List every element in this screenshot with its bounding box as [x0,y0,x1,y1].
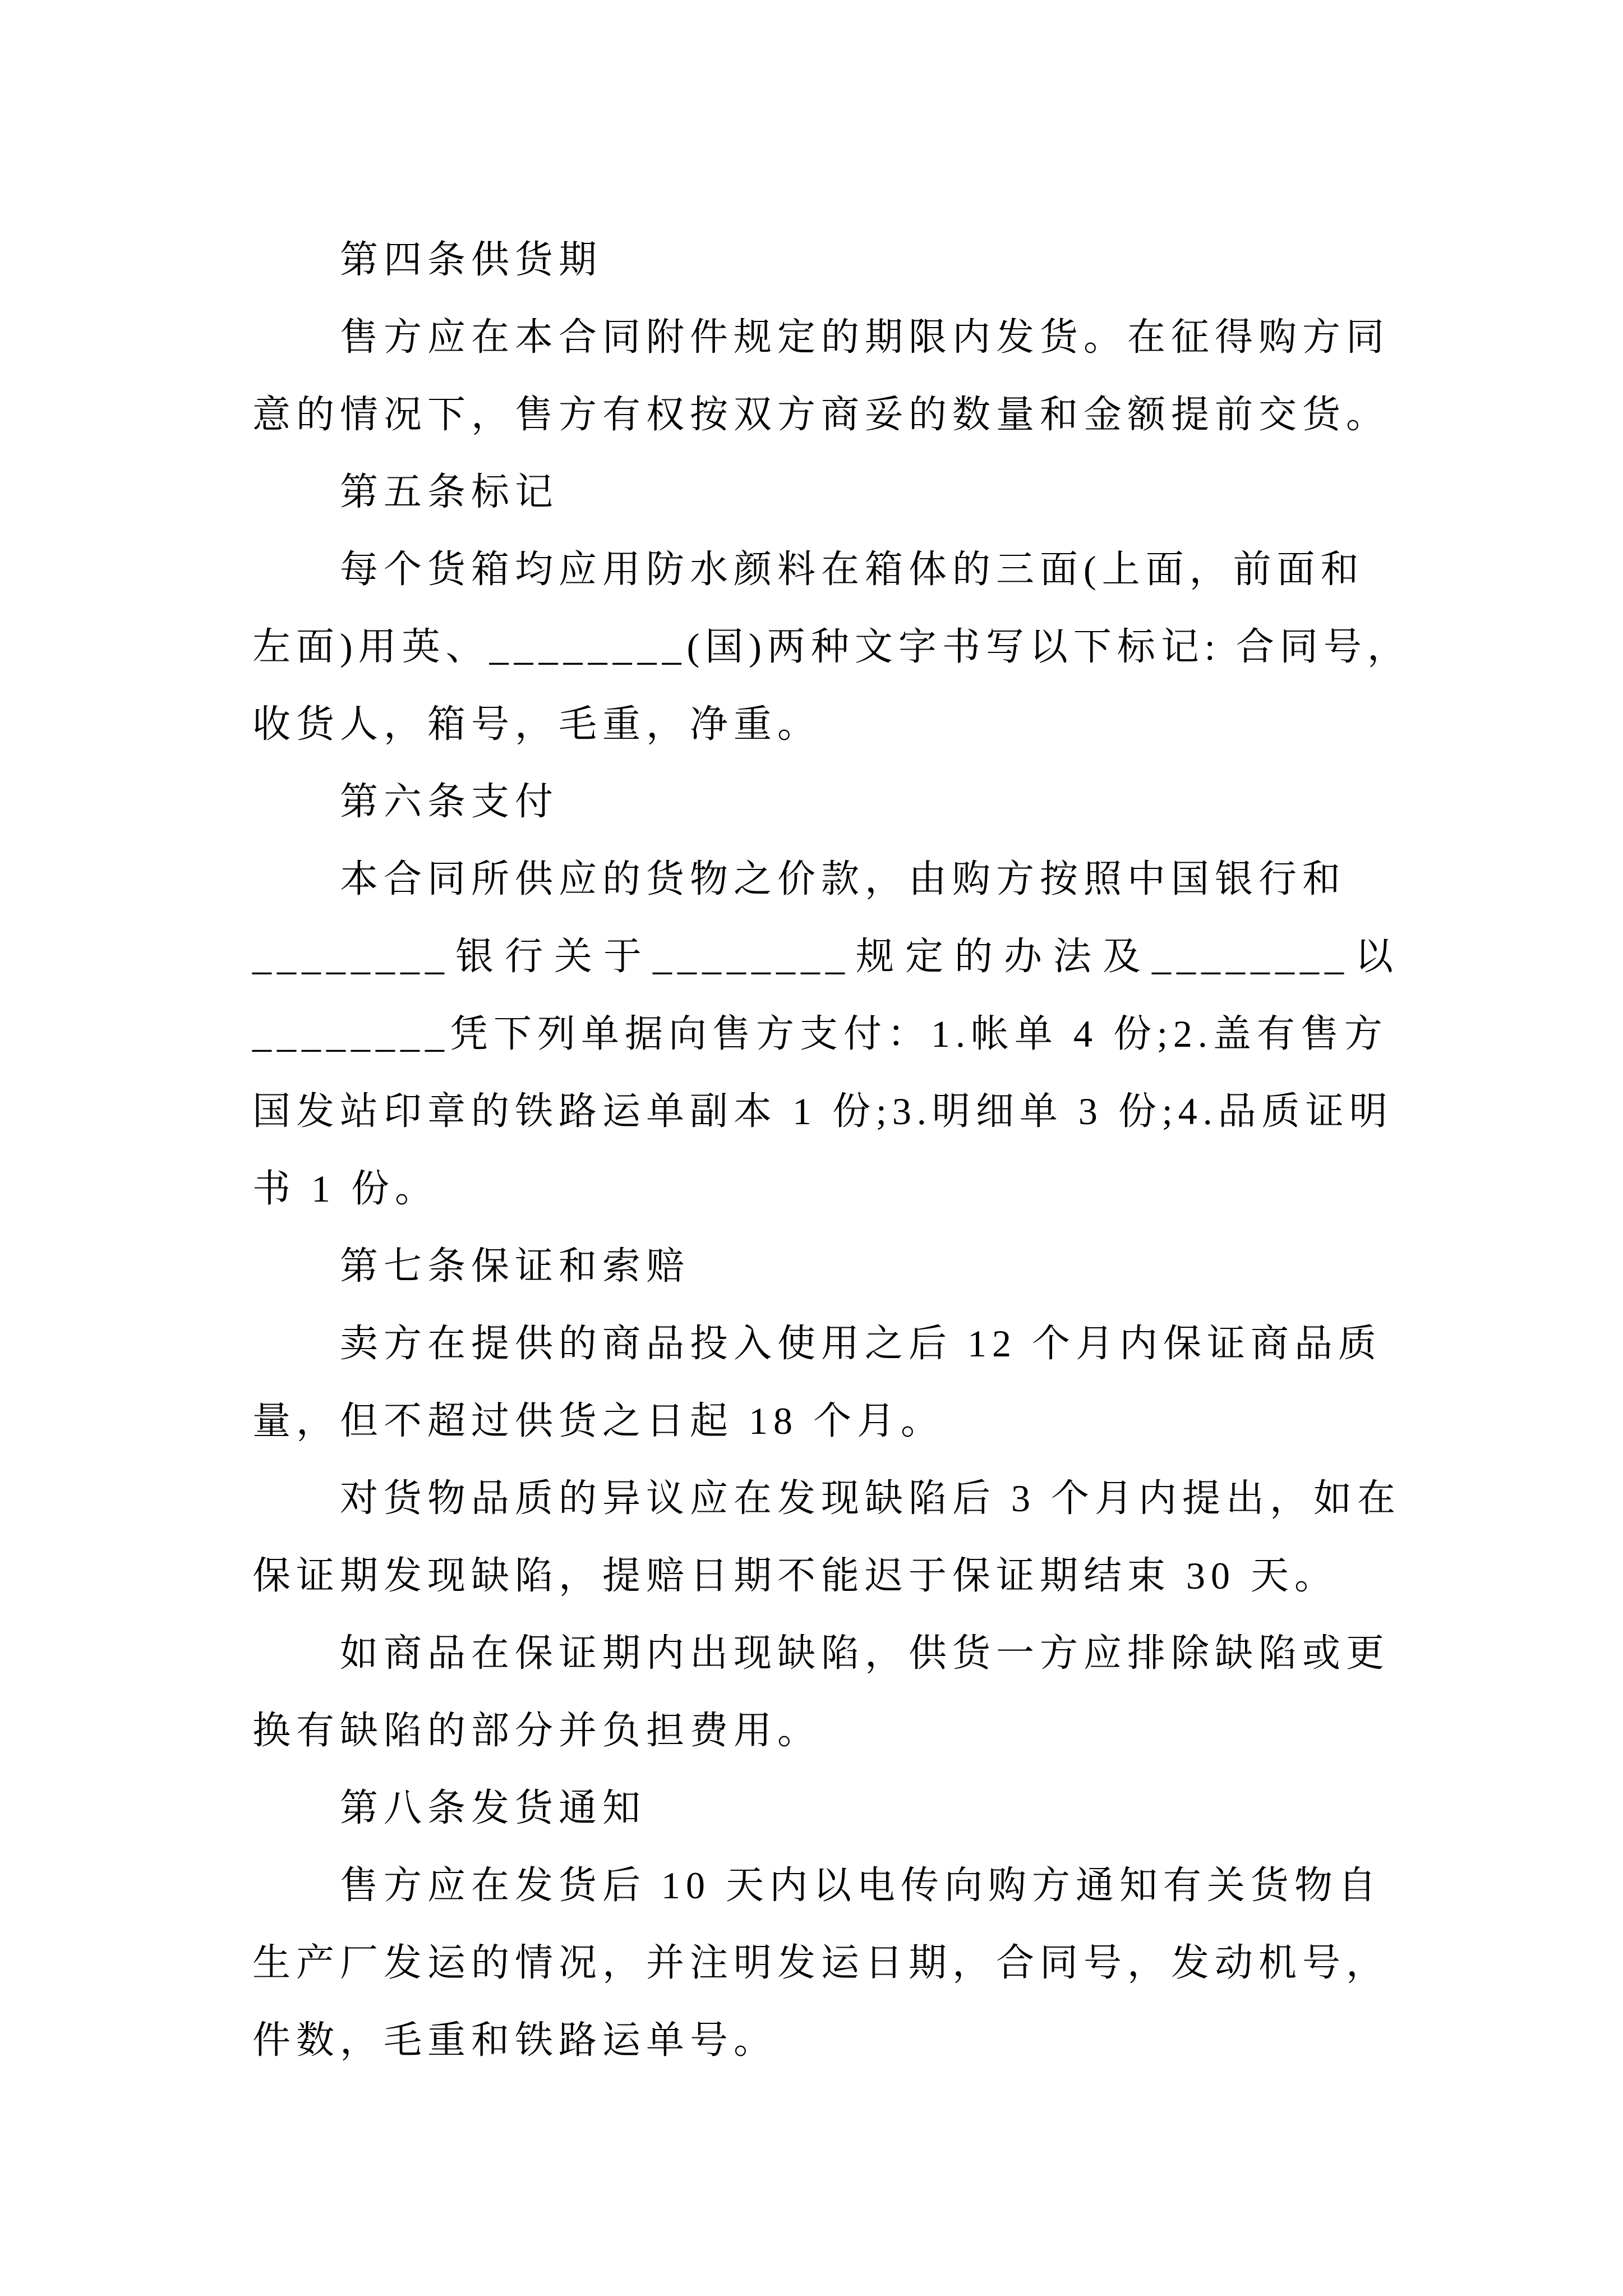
contract-line: 国发站印章的铁路运单副本 1 份;3.明细单 3 份;4.品质证明 [252,1090,1393,1133]
contract-line-heading-article-8: 第八条发货通知 [340,1787,647,1829]
contract-line: 量，但不超过供货之日起 18 个月。 [252,1400,945,1442]
contract-text-block [252,221,1411,2079]
contract-line: 书 1 份。 [252,1167,439,1210]
contract-line-heading-article-7: 第七条保证和索赔 [340,1245,690,1287]
contract-line-heading-article-4: 第四条供货期 [340,238,603,281]
contract-line: 换有缺陷的部分并负担费用。 [252,1709,822,1752]
contract-line: 生产厂发运的情况，并注明发运日期，合同号，发动机号， [252,1941,1390,1984]
contract-line-with-blank: ________凭下列单据向售方支付：1.帐单 4 份;2.盖有售方 [252,1013,1388,1055]
contract-line: 卖方在提供的商品投入使用之后 12 个月内保证商品质 [340,1322,1382,1365]
contract-line-with-blank: 左面)用英、________(国)两种文字书写以下标记: 合同号， [252,625,1411,668]
contract-line: 对货物品质的异议应在发现缺陷后 3 个月内提出，如在 [340,1477,1401,1520]
contract-line: 意的情况下，售方有权按双方商妥的数量和金额提前交货。 [252,393,1390,436]
contract-line: 如商品在保证期内出现缺陷，供货一方应排除缺陷或更 [340,1632,1390,1674]
contract-line: 每个货箱均应用防水颜料在箱体的三面(上面，前面和 [340,548,1364,591]
contract-line: 售方应在本合同附件规定的期限内发货。在征得购方同 [340,316,1390,358]
contract-line: 售方应在发货后 10 天内以电传向购方通知有关货物自 [340,1864,1382,1907]
contract-line: 本合同所供应的货物之价款，由购方按照中国银行和 [340,858,1347,900]
contract-line: 收货人，箱号，毛重，净重。 [252,703,822,746]
contract-line: 件数，毛重和铁路运单号。 [252,2019,778,2062]
contract-line: 保证期发现缺陷，提赔日期不能迟于保证期结束 30 天。 [252,1554,1339,1597]
contract-line-heading-article-6: 第六条支付 [340,780,559,823]
contract-line-heading-article-5: 第五条标记 [340,471,559,513]
contract-line-with-blanks: ________银行关于________规定的办法及________以 [252,935,1399,978]
